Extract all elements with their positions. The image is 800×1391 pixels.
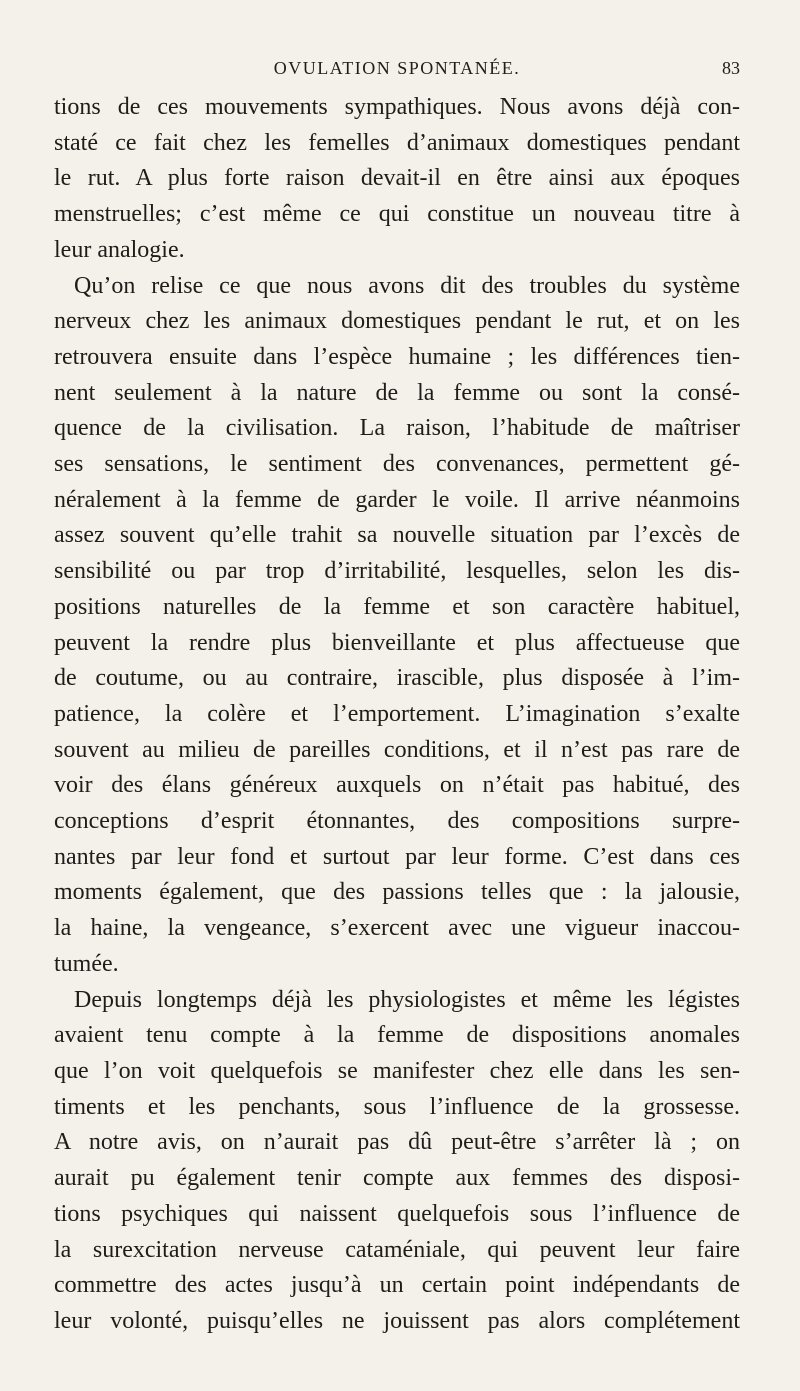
body-text [54, 90, 740, 1340]
text-line: tions psychiques qui naissent quelquefois sous l’influence de [54, 1200, 740, 1227]
text-line: néralement à la femme de garder le voile. Il arrive néanmoins [54, 486, 740, 513]
text-line: positions naturelles de la femme et son caractère habituel, [54, 593, 740, 620]
text-line: timents et les penchants, sous l’influence de la grossesse. [54, 1093, 740, 1120]
text-line: staté ce fait chez les femelles d’animaux domestiques pendant [54, 129, 740, 156]
text-line: nerveux chez les animaux domestiques pendant le rut, et on les [54, 308, 740, 335]
paragraph-3 [54, 983, 740, 1340]
running-header [54, 58, 740, 88]
text-line: tions de ces mouvements sympathiques. Nous avons déjà con- [54, 94, 740, 120]
text-line: aurait pu également tenir compte aux femmes des disposi- [54, 1165, 740, 1192]
text-line: nent seulement à la nature de la femme ou sont la consé- [54, 379, 740, 406]
text-line: ses sensations, le sentiment des convenances, permettent gé- [54, 451, 740, 478]
text-line: nantes par leur fond et surtout par leur forme. C’est dans ces [54, 843, 740, 870]
text-line: A notre avis, on n’aurait pas dû peut-être s’arrêter là ; on [54, 1129, 740, 1156]
page-number: 83 [722, 58, 740, 78]
text-line: patience, la colère et l’emportement. L’imagination s’exalte [54, 700, 740, 727]
text-line: conceptions d’esprit étonnantes, des compositions surpre- [54, 808, 740, 835]
text-line: assez souvent qu’elle trahit sa nouvelle situation par l’excès de [54, 522, 740, 549]
text-line: que l’on voit quelquefois se manifester chez elle dans les sen- [54, 1057, 740, 1084]
text-line: leur volonté, puisqu’elles ne jouissent pas alors complétement [54, 1307, 740, 1334]
text-line: quence de la civilisation. La raison, l’habitude de maîtriser [54, 415, 740, 442]
text-line: Depuis longtemps déjà les physiologistes et même les légistes [74, 986, 740, 1013]
text-line: Qu’on relise ce que nous avons dit des troubles du système [74, 272, 740, 299]
text-line: retrouvera ensuite dans l’espèce humaine ; les différences tien- [54, 343, 740, 370]
paragraph-2 [54, 269, 740, 983]
text-line: souvent au milieu de pareilles conditions, et il n’est pas rare de [54, 736, 740, 763]
text-line: commettre des actes jusqu’à un certain point indépendants de [54, 1272, 740, 1299]
paragraph-1 [54, 90, 740, 269]
text-line: avaient tenu compte à la femme de dispositions anomales [54, 1022, 740, 1049]
text-line: tumée. [54, 950, 119, 977]
text-line: moments également, que des passions telles que : la jalousie, [54, 879, 740, 906]
running-title: OVULATION SPONTANÉE. [273, 58, 521, 78]
text-line: de coutume, ou au contraire, irascible, plus disposée à l’im- [54, 665, 740, 692]
text-line: peuvent la rendre plus bienveillante et plus affectueuse que [54, 629, 740, 656]
text-line: la surexcitation nerveuse cataméniale, qui peuvent leur faire [54, 1236, 740, 1263]
text-line: menstruelles; c’est même ce qui constitue un nouveau titre à [54, 201, 740, 228]
text-line: le rut. A plus forte raison devait-il en être ainsi aux époques [54, 165, 740, 192]
text-line: la haine, la vengeance, s’exercent avec une vigueur inaccou- [54, 915, 740, 942]
text-line: sensibilité ou par trop d’irritabilité, lesquelles, selon les dis- [54, 558, 740, 585]
text-line: leur analogie. [54, 236, 185, 263]
text-line: voir des élans généreux auxquels on n’était pas habitué, des [54, 772, 740, 799]
